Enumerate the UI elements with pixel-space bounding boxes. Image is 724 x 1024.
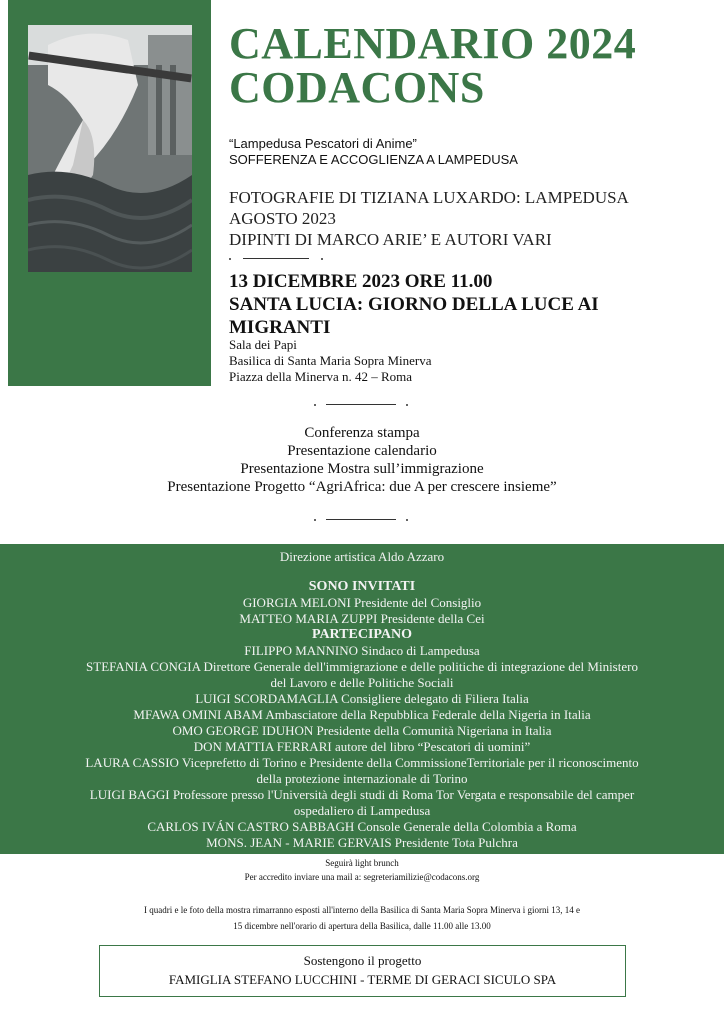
- guests-list: [0, 579, 724, 851]
- participant-item: ospedaliero di Lampedusa: [293, 803, 431, 818]
- participant-item: MFAWA OMINI ABAM Ambasciatore della Repubblica Federale della Nigeria in Italia: [133, 707, 591, 722]
- exhibit-line-1: I quadri e le foto della mostra rimarranno esposti all'interno della Basilica di Santa Maria Sopra Minerva i giorni 13, 14 e: [144, 905, 580, 915]
- footer-notes: [0, 856, 724, 884]
- title-line-1: CALENDARIO 2024: [229, 19, 637, 68]
- photo-illustration: [28, 25, 192, 272]
- invited-item: MATTEO MARIA ZUPPI Presidente della Cei: [239, 611, 485, 626]
- invited-heading: SONO INVITATI: [308, 579, 416, 594]
- participant-item: STEFANIA CONGIA Direttore Generale dell'immigrazione e delle politiche di integrazione del Ministero: [86, 659, 638, 674]
- venue-line-1: Sala dei Papi: [229, 337, 297, 352]
- title-line-2: CODACONS: [229, 63, 485, 112]
- subtitle-block: [229, 136, 518, 168]
- invited-item: GIORGIA MELONI Presidente del Consiglio: [242, 595, 482, 610]
- fisherman-photo: [28, 25, 192, 272]
- exhibit-note: [0, 902, 724, 934]
- program-item: Presentazione calendario: [287, 443, 437, 459]
- separator: [314, 400, 410, 410]
- venue-line-2: Basilica di Santa Maria Sopra Minerva: [229, 353, 432, 368]
- accreditation-note: Per accredito inviare una mail a: segreteriamilizie@codacons.org: [244, 872, 480, 882]
- venue-block: [229, 337, 432, 385]
- participant-item: FILIPPO MANNINO Sindaco di Lampedusa: [244, 643, 480, 658]
- program-item: Presentazione Progetto “AgriAfrica: due A per crescere insieme”: [167, 479, 557, 495]
- venue-line-3: Piazza della Minerva n. 42 – Roma: [229, 369, 413, 384]
- participant-item: MONS. JEAN - MARIE GERVAIS Presidente Tota Pulchra: [206, 835, 518, 850]
- participants-heading: PARTECIPANO: [311, 627, 413, 642]
- credits-block: [229, 187, 629, 250]
- separator: [314, 515, 410, 525]
- credits-line-2: AGOSTO 2023: [229, 209, 336, 228]
- participant-item: OMO GEORGE IDUHON Presidente della Comunità Nigeriana in Italia: [172, 723, 552, 738]
- event-name-line-2: MIGRANTI: [229, 317, 331, 338]
- subtitle-caps: SOFFERENZA E ACCOGLIENZA A LAMPEDUSA: [229, 152, 518, 167]
- participant-item: LUIGI BAGGI Professore presso l'Università degli studi di Roma Tor Vergata e responsabile del camper: [89, 787, 635, 802]
- guests-band: [0, 544, 724, 854]
- artistic-direction: Direzione artistica Aldo Azzaro: [279, 549, 445, 564]
- support-box: [99, 945, 626, 997]
- program-item: Presentazione Mostra sull’immigrazione: [240, 461, 484, 477]
- event-name-line-1: SANTA LUCIA: GIORNO DELLA LUCE AI: [229, 294, 599, 315]
- subtitle-quote: “Lampedusa Pescatori di Anime”: [229, 136, 417, 151]
- credits-line-3: DIPINTI DI MARCO ARIE’ E AUTORI VARI: [229, 230, 552, 249]
- credits-line-1: FOTOGRAFIE DI TIZIANA LUXARDO: LAMPEDUSA: [229, 188, 629, 207]
- participant-item: LUIGI SCORDAMAGLIA Consigliere delegato di Filiera Italia: [195, 691, 529, 706]
- exhibit-line-2: 15 dicembre nell'orario di apertura della Basilica, dalle 11.00 alle 13.00: [233, 921, 491, 931]
- participant-item: CARLOS IVÁN CASTRO SABBAGH Console Generale della Colombia a Roma: [147, 819, 577, 834]
- participant-item: del Lavoro e delle Politiche Sociali: [270, 675, 454, 690]
- separator: [229, 254, 325, 264]
- participant-item: della protezione internazionale di Torino: [256, 771, 468, 786]
- support-heading: Sostengono il progetto: [303, 953, 422, 968]
- participant-item: DON MATTIA FERRARI autore del libro “Pescatori di uomini”: [193, 739, 531, 754]
- support-sponsors: FAMIGLIA STEFANO LUCCHINI - TERME DI GERACI SICULO SPA: [168, 972, 557, 987]
- program-item: Conferenza stampa: [304, 425, 420, 441]
- brunch-note: Seguirà light brunch: [325, 858, 399, 868]
- poster-title: [229, 19, 637, 112]
- event-date-time: 13 DICEMBRE 2023 ORE 11.00: [229, 271, 493, 292]
- participant-item: LAURA CASSIO Viceprefetto di Torino e Presidente della CommissioneTerritoriale per il riconoscimento: [85, 755, 639, 770]
- program-list: [0, 424, 724, 496]
- event-heading: [229, 270, 599, 339]
